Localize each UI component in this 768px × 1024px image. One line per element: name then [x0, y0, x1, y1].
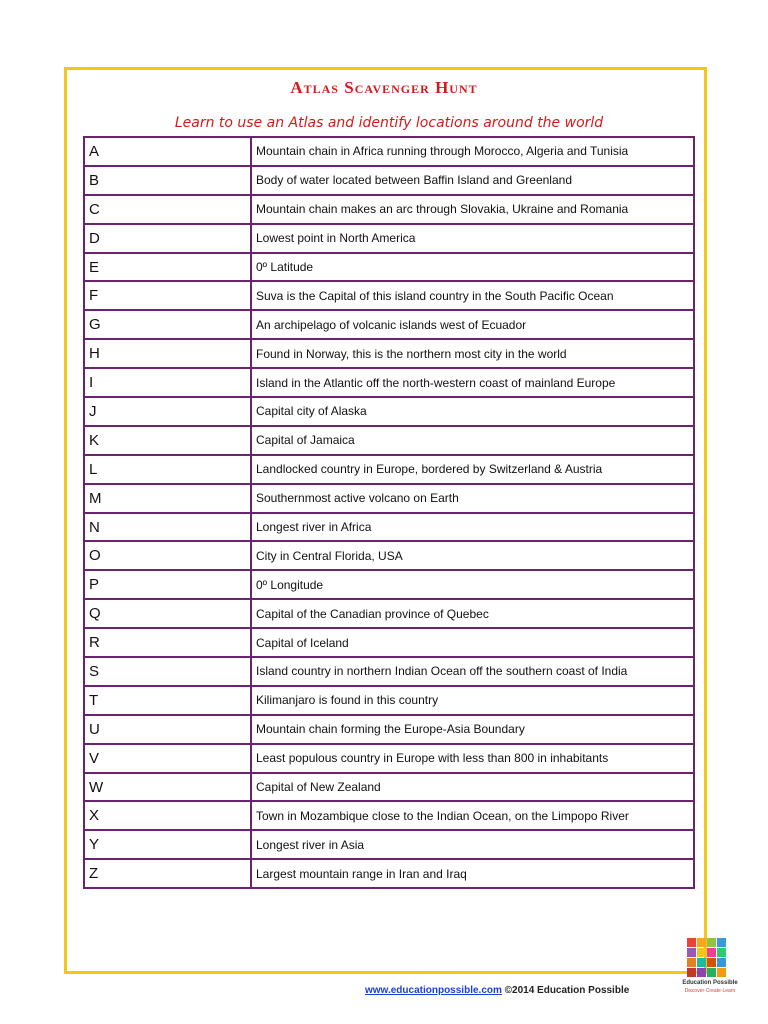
footer-link[interactable]: www.educationpossible.com — [365, 985, 502, 996]
row-clue: Capital of the Canadian province of Quebec — [251, 599, 694, 628]
table-row — [84, 195, 694, 224]
logo-tile — [697, 948, 706, 957]
table-row — [84, 744, 694, 773]
logo-tile — [707, 948, 716, 957]
logo-tile — [707, 968, 716, 977]
row-letter: J — [84, 397, 251, 426]
row-letter: F — [84, 281, 251, 310]
row-letter: D — [84, 224, 251, 253]
row-clue: Island in the Atlantic off the north-western coast of mainland Europe — [251, 368, 694, 397]
table-row — [84, 801, 694, 830]
row-letter: G — [84, 310, 251, 339]
logo-tile — [717, 938, 726, 947]
table-row — [84, 368, 694, 397]
row-clue: Southernmost active volcano on Earth — [251, 484, 694, 513]
table-row — [84, 599, 694, 628]
table-row — [84, 657, 694, 686]
logo-name: Education Possible — [682, 980, 738, 986]
row-letter: S — [84, 657, 251, 686]
table-row — [84, 253, 694, 282]
row-letter: C — [84, 195, 251, 224]
row-letter: R — [84, 628, 251, 657]
row-letter: L — [84, 455, 251, 484]
table-row — [84, 426, 694, 455]
logo-tile — [687, 958, 696, 967]
row-letter: N — [84, 513, 251, 542]
table-row — [84, 859, 694, 888]
row-clue: 0º Longitude — [251, 570, 694, 599]
footer-copyright: ©2014 Education Possible — [501, 985, 630, 996]
logo-tile — [717, 958, 726, 967]
scavenger-hunt-table — [83, 136, 695, 889]
table-row — [84, 773, 694, 802]
row-clue: Body of water located between Baffin Island and Greenland — [251, 166, 694, 195]
row-clue: Longest river in Asia — [251, 830, 694, 859]
row-letter: B — [84, 166, 251, 195]
table-row — [84, 310, 694, 339]
logo-tile — [687, 968, 696, 977]
row-letter: Q — [84, 599, 251, 628]
row-letter: W — [84, 773, 251, 802]
row-clue: Least populous country in Europe with less than 800 in inhabitants — [251, 744, 694, 773]
page-subtitle: Learn to use an Atlas and identify locations around the world — [174, 115, 604, 131]
row-clue: Capital of Iceland — [251, 628, 694, 657]
table-row — [84, 397, 694, 426]
row-clue: Capital city of Alaska — [251, 397, 694, 426]
logo-tile — [687, 938, 696, 947]
row-clue: Capital of New Zealand — [251, 773, 694, 802]
row-clue: Longest river in Africa — [251, 513, 694, 542]
logo-tile — [687, 948, 696, 957]
education-possible-logo — [680, 938, 740, 1002]
row-letter: Y — [84, 830, 251, 859]
table-row — [84, 628, 694, 657]
row-letter: M — [84, 484, 251, 513]
table-row — [84, 541, 694, 570]
row-clue: Mountain chain makes an arc through Slovakia, Ukraine and Romania — [251, 195, 694, 224]
logo-tile — [707, 938, 716, 947]
row-clue: Suva is the Capital of this island country in the South Pacific Ocean — [251, 281, 694, 310]
table-row — [84, 224, 694, 253]
row-letter: Z — [84, 859, 251, 888]
table-row — [84, 339, 694, 368]
table-row — [84, 137, 694, 166]
row-clue: Island country in northern Indian Ocean off the southern coast of India — [251, 657, 694, 686]
logo-mosaic-icon — [687, 938, 727, 978]
table-row — [84, 281, 694, 310]
table-row — [84, 715, 694, 744]
row-clue: Landlocked country in Europe, bordered by Switzerland & Austria — [251, 455, 694, 484]
logo-tagline: Discover·Create·Learn — [684, 988, 736, 994]
row-clue: Capital of Jamaica — [251, 426, 694, 455]
logo-tile — [697, 968, 706, 977]
row-letter: U — [84, 715, 251, 744]
row-clue: Mountain chain in Africa running through Morocco, Algeria and Tunisia — [251, 137, 694, 166]
row-clue: Lowest point in North America — [251, 224, 694, 253]
row-clue: Found in Norway, this is the northern most city in the world — [251, 339, 694, 368]
row-letter: E — [84, 253, 251, 282]
row-clue: Mountain chain forming the Europe-Asia Boundary — [251, 715, 694, 744]
row-letter: O — [84, 541, 251, 570]
table-row — [84, 570, 694, 599]
logo-tile — [697, 938, 706, 947]
logo-tile — [697, 958, 706, 967]
table-row — [84, 455, 694, 484]
table-row — [84, 830, 694, 859]
row-letter: V — [84, 744, 251, 773]
table-row — [84, 166, 694, 195]
page-title: Atlas Scavenger Hunt — [290, 78, 478, 97]
table-row — [84, 484, 694, 513]
row-letter: T — [84, 686, 251, 715]
row-letter: H — [84, 339, 251, 368]
row-letter: I — [84, 368, 251, 397]
logo-tile — [717, 968, 726, 977]
row-clue: Town in Mozambique close to the Indian Ocean, on the Limpopo River — [251, 801, 694, 830]
table-row — [84, 686, 694, 715]
row-clue: Largest mountain range in Iran and Iraq — [251, 859, 694, 888]
row-letter: P — [84, 570, 251, 599]
row-clue: Kilimanjaro is found in this country — [251, 686, 694, 715]
logo-tile — [707, 958, 716, 967]
row-letter: A — [84, 137, 251, 166]
footer — [365, 985, 629, 996]
row-letter: X — [84, 801, 251, 830]
row-letter: K — [84, 426, 251, 455]
table-row — [84, 513, 694, 542]
row-clue: 0º Latitude — [251, 253, 694, 282]
logo-tile — [717, 948, 726, 957]
row-clue: City in Central Florida, USA — [251, 541, 694, 570]
row-clue: An archipelago of volcanic islands west of Ecuador — [251, 310, 694, 339]
